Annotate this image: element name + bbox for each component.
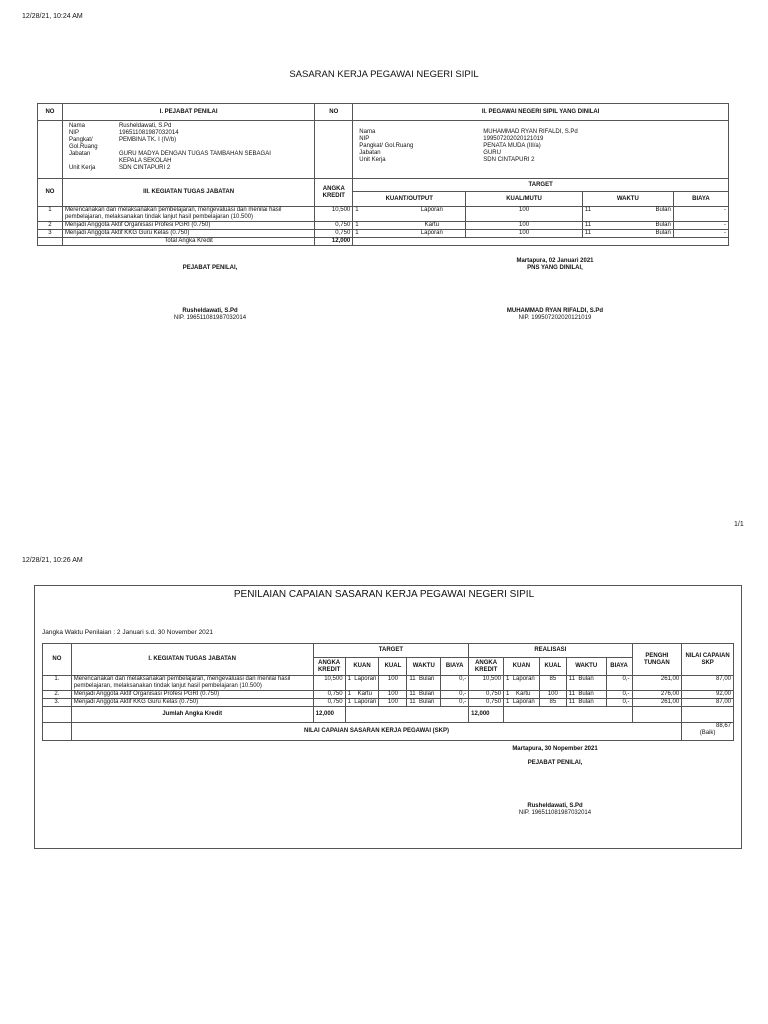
skp-table bbox=[37, 103, 729, 246]
pejabat-nip-2: NIP. 196511081987032014 bbox=[518, 810, 592, 816]
print-timestamp: 12/28/21, 10:24 AM bbox=[22, 13, 83, 20]
pejabat-nip: NIP. 196511081987032014 bbox=[173, 315, 247, 321]
kegiatan-header-kuant: KUANT/OUTPUT bbox=[353, 192, 466, 207]
header-no: NO bbox=[38, 104, 63, 121]
table-row: 1. Merencanakan dan melaksanakan pembelajaran, mengevaluasi dan menilai hasil pembelajaran, melaksanakan tindak lanjut hasil pembelajaran (10.500) 10,500 1 Laporan 100 11 Bulan 0,- 10,500 1 Laporan 85 11 Bulan 0,- 261,00 87,00 bbox=[43, 676, 734, 691]
header-realisasi: REALISASI bbox=[469, 644, 632, 658]
header-no-2: NO bbox=[315, 104, 353, 121]
kegiatan-header-biaya: BIAYA bbox=[673, 192, 728, 207]
jumlah-target: 12,000 bbox=[313, 707, 345, 723]
page-number: 1/1 bbox=[734, 521, 744, 528]
table-row: 1 Merencanakan dan melaksanakan pembelajaran, mengevaluasi dan menilai hasil pembelajaran, melaksanakan tindak lanjut hasil pembelajaran (10.500) 10,500 1 Laporan 100 11 Bulan - bbox=[38, 207, 729, 222]
kegiatan-header-no: NO bbox=[38, 179, 63, 207]
jumlah-label: Jumlah Angka Kredit bbox=[71, 707, 313, 723]
table-row: 2 Menjadi Anggota Aktif Organisasi Profesi PGRI (0.750) 0,750 1 Kartu 100 11 Bulan - bbox=[38, 222, 729, 230]
pns-name: MUHAMMAD RYAN RIFALDI, S.Pd bbox=[506, 308, 604, 314]
signing-place-date: Martapura, 02 Januari 2021 bbox=[516, 258, 594, 264]
pejabat-identity: Nama Rusheldawati, S.Pd NIP 196511081987032014 Pangkat/ Gol.Ruang PEMBINA TK. I (IV/b) Jabatan GURU MADYA DENGAN TUGAS TAMBAHAN SEBAGAI KEPALA SEKOLAH Unit Kerja SDN CINTAPURI 2 bbox=[62, 121, 314, 179]
header-penghitungan: PENGHI TUNGAN bbox=[632, 644, 682, 676]
header-kegiatan: I. KEGIATAN TUGAS JABATAN bbox=[71, 644, 313, 676]
header-no: NO bbox=[43, 644, 72, 676]
skp-label: NILAI CAPAIAN SASARAN KERJA PEGAWAI (SKP) bbox=[71, 723, 681, 741]
header-pejabat: I. PEJABAT PENILAI bbox=[62, 104, 314, 121]
skp-grade: (Baik) bbox=[699, 730, 716, 736]
pns-identity: Nama MUHAMMAD RYAN RIFALDI, S.Pd NIP 199507202020121019 Pangkat/ Gol.Ruang PENATA MUDA (III/a) Jabatan GURU Unit Kerja SDN CINTAPURI 2 bbox=[353, 121, 729, 179]
kegiatan-header-ak: ANGKA KREDIT bbox=[315, 179, 353, 207]
signing-place-date-2: Martapura, 30 Nopember 2021 bbox=[512, 746, 598, 752]
kegiatan-header-waktu: WAKTU bbox=[582, 192, 673, 207]
print-timestamp-2: 12/28/21, 10:26 AM bbox=[22, 557, 83, 564]
table-row: 2. Menjadi Anggota Aktif Organisasi Profesi PGRI (0.750) 0,750 1 Kartu 100 11 Bulan 0,- 0,750 1 Kartu 100 11 Bulan 0,- 276,00 92,00 bbox=[43, 691, 734, 699]
jangka-waktu: Jangka Waktu Penilaian : 2 Januari s.d. 30 November 2021 bbox=[42, 629, 214, 636]
jumlah-realisasi: 12,000 bbox=[469, 707, 504, 723]
table-row: 3 Menjadi Anggota Aktif KKG Guru Kelas (0.750) 0,750 1 Laporan 100 11 Bulan - bbox=[38, 230, 729, 238]
capaian-table: NO I. KEGIATAN TUGAS JABATAN TARGET REALISASI PENGHI TUNGAN NILAI CAPAIAN SKP ANGKA KREDIT KUAN KUAL WAKTU BIAYA ANGKA KREDIT KUAN KUAL WAKTU BIAYA 1. Merencanakan dan melaksanakan pembelajaran, mengevaluasi dan menilai hasil pembelajaran, melaksanakan tindak lanjut hasil pembelajaran (10.500) 10,500 1 Laporan 100 11 Bulan 0,- 10,500 1 Laporan 85 11 Bulan 0,- 261,00 87,00 2. Menjadi Anggota Aktif Organisasi Profesi PGRI (0.750) 0,750 1 Kartu 100 11 Bulan 0,- 0,750 1 Kartu 100 11 Bulan 0,- 276,00 92,00 3. Menjadi Anggota Aktif KKG Guru Kelas (0.750) 0,750 1 Laporan 100 11 Bulan 0,- 0,750 1 Laporan 85 11 Bulan 0,- 261,00 87,00 Jumlah Angka Kredit 12,000 12,000 NILAI CAPAIAN SASARAN KERJA PEGAWAI (SKP) 88,67 (Baik) bbox=[42, 643, 734, 741]
pejabat-signature-label-2: PEJABAT PENILAI, bbox=[527, 760, 583, 766]
skp-row bbox=[43, 723, 734, 741]
pns-nip: NIP. 199507202020121019 bbox=[518, 315, 592, 321]
pns-signature-label: PNS YANG DINILAI, bbox=[527, 265, 583, 271]
header-nilai: NILAI CAPAIAN SKP bbox=[682, 644, 734, 676]
header-target: TARGET bbox=[313, 644, 469, 658]
total-label: Total Angka Kredit bbox=[62, 238, 314, 246]
page-title: SASARAN KERJA PEGAWAI NEGERI SIPIL bbox=[289, 69, 479, 80]
kegiatan-header-target: TARGET bbox=[353, 179, 729, 192]
header-pns: II. PEGAWAI NEGERI SIPIL YANG DINILAI bbox=[353, 104, 729, 121]
kegiatan-header-title: III. KEGIATAN TUGAS JABATAN bbox=[62, 179, 314, 207]
pejabat-name-2: Rusheldawati, S.Pd bbox=[527, 803, 583, 809]
pejabat-signature-label: PEJABAT PENILAI, bbox=[182, 265, 238, 271]
page2-title: PENILAIAN CAPAIAN SASARAN KERJA PEGAWAI NEGERI SIPIL bbox=[233, 589, 535, 600]
total-row bbox=[38, 238, 729, 246]
pejabat-name: Rusheldawati, S.Pd bbox=[182, 308, 238, 314]
skp-value: 88,67 (Baik) bbox=[682, 723, 734, 741]
table-row: 3. Menjadi Anggota Aktif KKG Guru Kelas (0.750) 0,750 1 Laporan 100 11 Bulan 0,- 0,750 1 Laporan 85 11 Bulan 0,- 261,00 87,00 bbox=[43, 699, 734, 707]
jumlah-row bbox=[43, 707, 734, 723]
kegiatan-header-kual: KUAL/MUTU bbox=[466, 192, 583, 207]
total-value: 12,000 bbox=[315, 238, 353, 246]
